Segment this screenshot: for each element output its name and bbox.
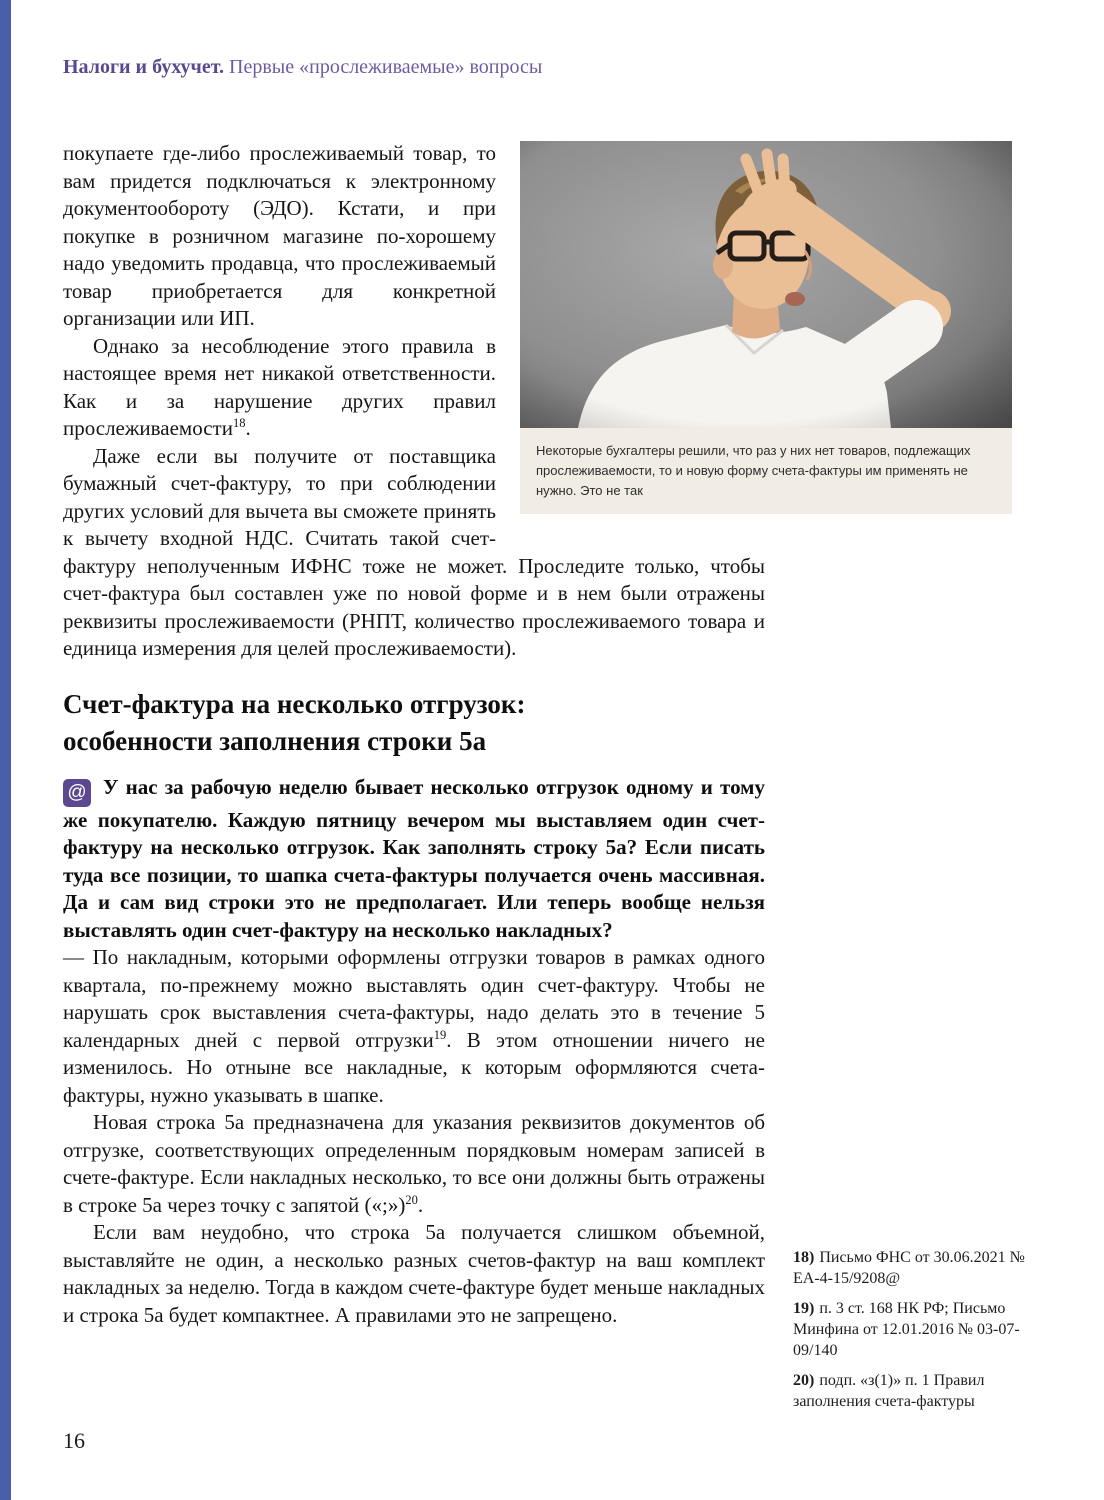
- footnote-ref-20: 20: [405, 1192, 418, 1207]
- paragraph-text: Однако за несоблюдение этого правила в настоящее время нет никакой ответственности. Как и за нарушение других правил прослеживаемости: [63, 333, 496, 440]
- footnote-item: [793, 1298, 1025, 1361]
- footnote-number: 18): [793, 1249, 815, 1266]
- reader-question: [63, 774, 765, 945]
- footnote-ref-18: 18: [232, 416, 246, 430]
- page-edge-accent-bar: [0, 0, 11, 1500]
- footnote-text: подп. «з(1)» п. 1 Правил заполнения счета-фактуры: [793, 1372, 985, 1410]
- article-photo-block: [520, 141, 1012, 514]
- question-text: У нас за рабочую неделю бывает несколько отгрузок одному и тому же покупателю. Каждую пятницу вечером мы выставляем один счет-фактуру на несколько отгрузок. Как заполнять строку 5а? Если писать туда все позиции, то шапка счета-фактуры получается очень массивная. Да и сам вид строки это не предполагает. Или теперь вообще нельзя выставлять один счет-фактуру на несколько накладных?: [63, 774, 765, 942]
- photo-vignette: [520, 141, 1012, 428]
- section-heading: [63, 686, 765, 760]
- paragraph-text: .: [417, 1192, 424, 1217]
- footnotes-sidebar: [793, 1247, 1025, 1421]
- facepalm-photo: [520, 141, 1012, 428]
- footnote-item: [793, 1247, 1025, 1289]
- footnote-item: [793, 1370, 1025, 1412]
- page-header: [63, 55, 542, 79]
- footnote-number: 19): [793, 1300, 815, 1317]
- paragraph-text: . В этом отношении ничего не изменилось. Но отныне все накладные, к которым оформляются счета-фактуры, нужно указывать в шапке.: [63, 1027, 765, 1107]
- footnote-ref-19: 19: [433, 1027, 447, 1042]
- footnote-text: п. 3 ст. 168 НК РФ; Письмо Минфина от 12.01.2016 № 03-07-09/140: [793, 1300, 1020, 1359]
- answer-paragraph: [63, 944, 765, 1109]
- paragraph: покупаете где-либо прослеживаемый товар, то вам придется подключаться к электронному документообороту (ЭДО). Кстати, и при покупке в розничном магазине по-хорошему надо уведомить продавца, что прослеживаемый товар приобретается для конкретной организации или ИП.: [63, 141, 496, 330]
- magazine-section-title: Налоги и бухучет.: [63, 56, 225, 78]
- article-title: Первые «прослеживаемые» вопросы: [229, 56, 543, 78]
- paragraph-text: .: [245, 416, 251, 440]
- paragraph-text: Новая строка 5а предназначена для указания реквизитов документов об отгрузке, соответствующих определенным порядковым номерам записей в счете-фактуре. Если накладных несколько, то все они должны быть отражены в строке 5а через точку с запятой («;»): [63, 1110, 765, 1217]
- page-number: 16: [63, 1428, 85, 1453]
- section-heading-line1: Счет-фактура на несколько отгрузок:: [63, 688, 526, 719]
- paragraph: Даже если вы получите от поставщика бумажный счет-фактуру, то при соблюдении других условий для вычета вы сможете принять к вычету входной НДС. Считать такой счет-фактуру неполученным ИФНС тоже не может. Проследите только, чтобы счет-фактура был составлен уже по новой форме и в нем были отражены реквизиты прослеживаемости (РНПТ, количество прослеживаемого товара и единица измерения для целей прослеживаемости).: [63, 443, 765, 660]
- footnote-text: Письмо ФНС от 30.06.2021 № ЕА-4-15/9208@: [793, 1249, 1025, 1287]
- answer-paragraph: Если вам неудобно, что строка 5а получается слишком объемной, выставляйте не один, а несколько разных счетов-фактур на ваш комплект накладных за неделю. Тогда в каждом счете-фактуре будет меньше накладных и строка 5а будет компактнее. А правилами это не запрещено.: [63, 1220, 765, 1327]
- section-heading-line2: особенности заполнения строки 5а: [63, 725, 487, 756]
- answer-paragraph: [63, 1109, 765, 1219]
- footnote-number: 20): [793, 1372, 815, 1389]
- photo-caption: Некоторые бухгалтеры решили, что раз у них нет товаров, подлежащих прослеживаемости, то и новую форму счета-фактуры им применять не нужно. Это не так: [520, 428, 1012, 514]
- paragraph-text: — По накладным, которыми оформлены отгрузки товаров в рамках одного квартала, по-прежнему можно выставлять один счет-фактуру. Чтобы не нарушать срок выставления счета-фактуры, надо делать это в течение 5 календарных дней с первой отгрузки: [63, 945, 765, 1052]
- reader-question-at-icon: @: [63, 779, 91, 807]
